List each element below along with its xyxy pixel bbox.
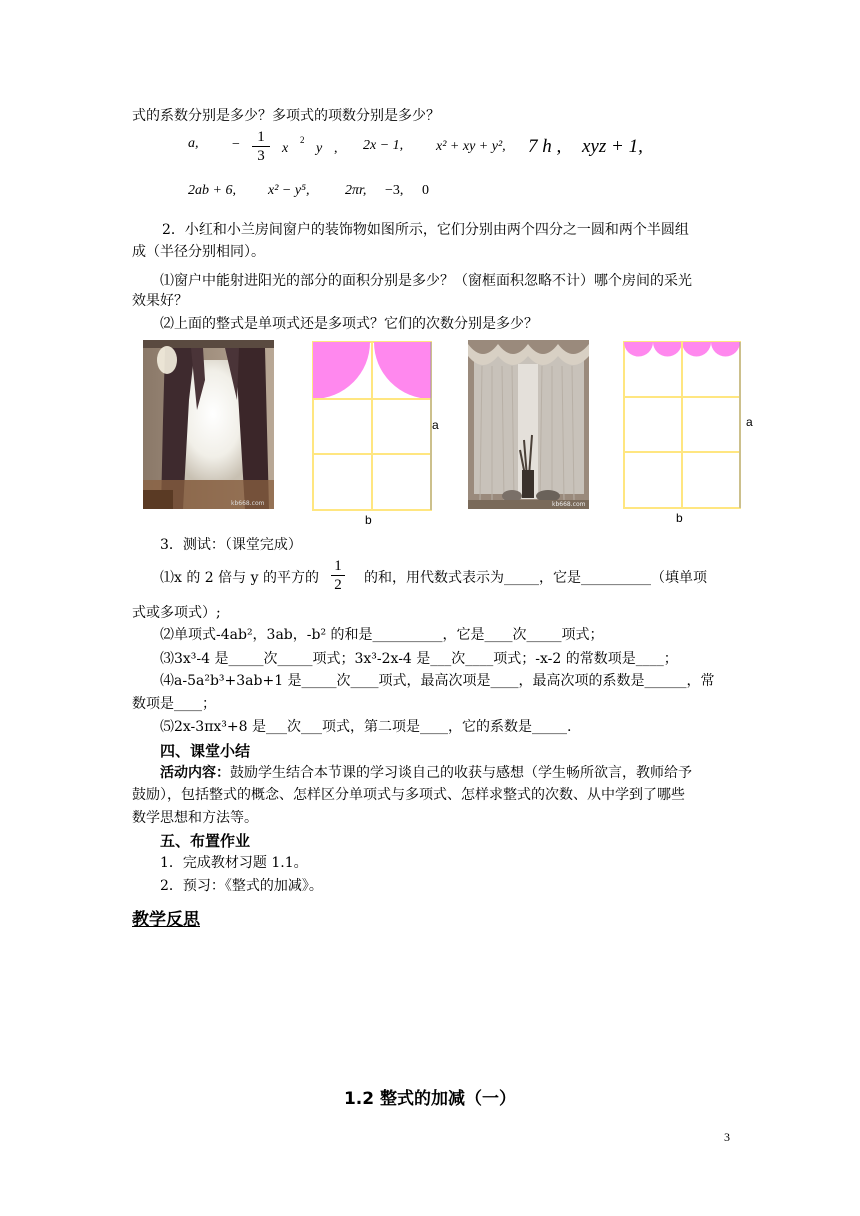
activity-text-1: 鼓励学生结合本节课的学习谈自己的收获与感想（学生畅所欲言，教师给予 — [230, 765, 692, 781]
expr-x2-xy-y2: x² + xy + y², — [436, 139, 506, 154]
expr-7h: 7 h , — [528, 136, 562, 157]
reflection-title: 教学反思 — [132, 910, 200, 930]
photo2-watermark: kb668.com — [552, 501, 586, 508]
expr-zero: 0 — [422, 183, 429, 198]
q3-1-part-c: 式或多项式）; — [132, 605, 221, 621]
q2-sub1-line2: 效果好？ — [132, 293, 188, 309]
page-number: 3 — [724, 1130, 730, 1144]
expr-xyz-1: xyz + 1, — [582, 136, 643, 157]
photo1-watermark: kb668.com — [231, 500, 265, 507]
section4-line3: 数学思想和方法等。 — [132, 810, 258, 826]
q3-4-line2: 数项是____； — [132, 696, 216, 712]
expr-y: y — [316, 141, 323, 156]
q3-1-part-b: 的和，用代数式表示为_____，它是__________（填单项 — [364, 570, 707, 586]
window-diagram-quarter-circles — [311, 340, 433, 512]
section4-line2: 鼓励），包括整式的概念、怎样区分单项式与多项式、怎样求整式的次数、从中学到了哪些 — [132, 787, 685, 803]
section5-title: 五、布置作业 — [160, 832, 251, 850]
label-a-2: a — [746, 415, 753, 429]
curtain-photo-light — [468, 340, 589, 509]
expr-fraction — [252, 128, 270, 165]
curtain-photo-dark — [143, 340, 274, 509]
q2-sub2: ⑵上面的整式是单项式还是多项式？它们的次数分别是多少？ — [160, 316, 538, 332]
expr-2ab-6: 2ab + 6, — [188, 183, 236, 198]
window-diagram-semicircles — [622, 340, 742, 510]
q3-frac-den: 2 — [334, 577, 342, 593]
activity-label: 活动内容： — [160, 765, 230, 781]
q3-3: ⑶3x³-4 是_____次_____项式；3x³-2x-4 是___次____项式；-x-2 的常数项是____； — [160, 651, 678, 667]
q3-4-line1: ⑷a-5a²b³+3ab+1 是_____次____项式，最高次项是____，最高次项的系数是______，常 — [160, 673, 715, 689]
section4-title: 四、课堂小结 — [160, 742, 251, 760]
next-section-title: 1.2 整式的加减（一） — [343, 1089, 517, 1109]
expr-x-exp: 2 — [300, 135, 305, 145]
expr-neg: − — [232, 137, 240, 152]
q3-frac-num: 1 — [331, 557, 345, 576]
expr-x2-y5: x² − y⁵, — [268, 183, 310, 198]
homework-item-2: 2．预习：《整式的加减》。 — [160, 878, 323, 894]
expr-2x-1: 2x − 1, — [363, 138, 404, 153]
q1-intro: 式的系数分别是多少？多项式的项数分别是多少？ — [132, 108, 440, 124]
label-b-2: b — [676, 511, 683, 525]
expr-a: a, — [188, 136, 199, 151]
label-a-1: a — [432, 418, 439, 432]
q3-2: ⑵单项式-4ab²，3ab，-b² 的和是__________，它是____次_____项式； — [160, 627, 604, 643]
homework-item-1: 1．完成教材习题 1.1。 — [160, 855, 308, 871]
q2-line1: 2．小红和小兰房间窗户的装饰物如图所示，它们分别由两个四分之一圆和两个半圆组 — [162, 222, 689, 238]
q3-1-part-a: ⑴x 的 2 倍与 y 的平方的 — [160, 570, 319, 586]
q3-title: 3．测试：（课堂完成） — [160, 537, 302, 553]
frac-den: 3 — [257, 148, 265, 164]
expr-2pir: 2πr, — [345, 183, 367, 198]
label-b-1: b — [365, 513, 372, 527]
q2-sub1-line1: ⑴窗户中能射进阳光的部分的面积分别是多少？（窗框面积忽略不计）哪个房间的采光 — [160, 273, 692, 289]
expr-x: x — [282, 141, 289, 156]
expr-neg3: −3, — [385, 183, 404, 198]
expr-comma: , — [334, 141, 338, 156]
q3-1-fraction — [331, 557, 345, 594]
q3-5: ⑸2x-3πx³+8 是___次___项式，第二项是____，它的系数是_____. — [160, 719, 572, 735]
q2-line2: 成（半径分别相同）。 — [132, 244, 265, 260]
frac-num: 1 — [252, 128, 270, 147]
